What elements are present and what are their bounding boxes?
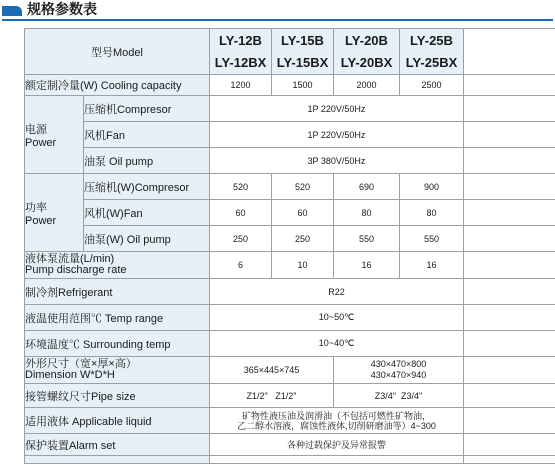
compressor-supply-label: 压缩机Compresor [84,96,210,122]
pipe-row [25,384,555,408]
fan-supply-value: 1P 220V/50Hz [210,122,464,148]
pipe-value-small: Z1/2" Z1/2" [210,384,334,408]
ambient-row [25,331,555,357]
power-rating-fan-row [25,200,555,226]
power-supply-compressor-row [25,96,555,122]
protection-value: 各种过载保护及异常报警 [210,434,464,456]
model-cell: LY-20B LY-20BX [334,29,400,75]
power-rating-group: 功率 Power [25,174,84,252]
cooling-value: 2500 [400,75,464,96]
pipe-label: 接管螺纹尺寸Pipe size [25,384,210,408]
empty-cell [464,75,555,96]
empty-cell [464,29,555,75]
empty-cell [464,357,555,384]
empty-cell [25,456,210,464]
section-title: 规格参数表 [27,2,97,18]
empty-cell [210,456,464,464]
oil-pump-power-value: 550 [400,226,464,252]
power-supply-group: 电源 Power [25,96,84,174]
liquid-row [25,408,555,434]
compressor-power-value: 520 [210,174,272,200]
model-cell: LY-25B LY-25BX [400,29,464,75]
oil-pump-power-value: 550 [334,226,400,252]
power-supply-fan-row [25,122,555,148]
liquid-label: 适用液体 Applicable liquid [25,408,210,434]
model-label: 型号Model [25,29,210,75]
cooling-value: 1200 [210,75,272,96]
empty-cell [464,456,555,464]
temp-range-row [25,305,555,331]
empty-cell [464,122,555,148]
dimension-row [25,357,555,384]
empty-cell [464,226,555,252]
cooling-value: 2000 [334,75,400,96]
header-tab-marker [2,6,22,16]
compressor-power-value: 690 [334,174,400,200]
oil-pump-supply-label: 油泵 Oil pump [84,148,210,174]
empty-cell [464,331,555,357]
pipe-value-large: Z3/4" Z3/4" [334,384,464,408]
liquid-value: 矿物性液压油及润滑油（不包括可燃性矿物油， 乙二醇水溶液，腐蚀性液体,切削研磨油等）4~300 [210,408,464,434]
protection-row [25,434,555,456]
discharge-value: 16 [334,252,400,279]
cooling-label: 额定制冷量(W) Cooling capacity [25,75,210,96]
empty-cell [464,148,555,174]
header-divider [2,19,553,21]
fan-supply-label: 风机Fan [84,122,210,148]
empty-cell [464,252,555,279]
ambient-value: 10~40℃ [210,331,464,357]
fan-power-value: 80 [400,200,464,226]
empty-cell [464,434,555,456]
oil-pump-power-label: 油泵(W) Oil pump [84,226,210,252]
fan-power-value: 80 [334,200,400,226]
empty-cell [464,200,555,226]
power-rating-compressor-row [25,174,555,200]
refrigerant-label: 制冷剂Refrigerant [25,279,210,305]
empty-cell [464,279,555,305]
temp-range-label: 液温使用范围℃ Temp range [25,305,210,331]
spec-table [24,28,555,464]
oil-pump-power-value: 250 [210,226,272,252]
compressor-power-value: 900 [400,174,464,200]
empty-cell [464,96,555,122]
compressor-power-label: 压缩机(W)Compresor [84,174,210,200]
empty-cell [464,408,555,434]
fan-power-value: 60 [210,200,272,226]
dimension-label: 外形尺寸（宽×厚×高） Dimension W*D*H [25,357,210,384]
ambient-label: 环境温度℃ Surrounding temp [25,331,210,357]
power-supply-oil-pump-row [25,148,555,174]
refrigerant-row [25,279,555,305]
discharge-value: 10 [272,252,334,279]
dimension-value-small: 365×445×745 [210,357,334,384]
oil-pump-power-value: 250 [272,226,334,252]
oil-pump-supply-value: 3P 380V/50Hz [210,148,464,174]
section-header [0,0,555,22]
compressor-supply-value: 1P 220V/50Hz [210,96,464,122]
temp-range-value: 10~50℃ [210,305,464,331]
empty-cell [464,384,555,408]
cut-off-row [25,456,555,464]
model-cell: LY-12B LY-12BX [210,29,272,75]
cooling-value: 1500 [272,75,334,96]
empty-cell [464,174,555,200]
protection-label: 保护装置Alarm set [25,434,210,456]
model-cell: LY-15B LY-15BX [272,29,334,75]
refrigerant-value: R22 [210,279,464,305]
discharge-value: 16 [400,252,464,279]
power-rating-oil-pump-row [25,226,555,252]
cooling-row [25,75,555,96]
model-row [25,29,555,75]
discharge-value: 6 [210,252,272,279]
fan-power-label: 风机(W)Fan [84,200,210,226]
empty-cell [464,305,555,331]
dimension-value-large: 430×470×800 430×470×940 [334,357,464,384]
discharge-label: 液体泵流量(L/min) Pump discharge rate [25,252,210,279]
fan-power-value: 60 [272,200,334,226]
discharge-row [25,252,555,279]
compressor-power-value: 520 [272,174,334,200]
